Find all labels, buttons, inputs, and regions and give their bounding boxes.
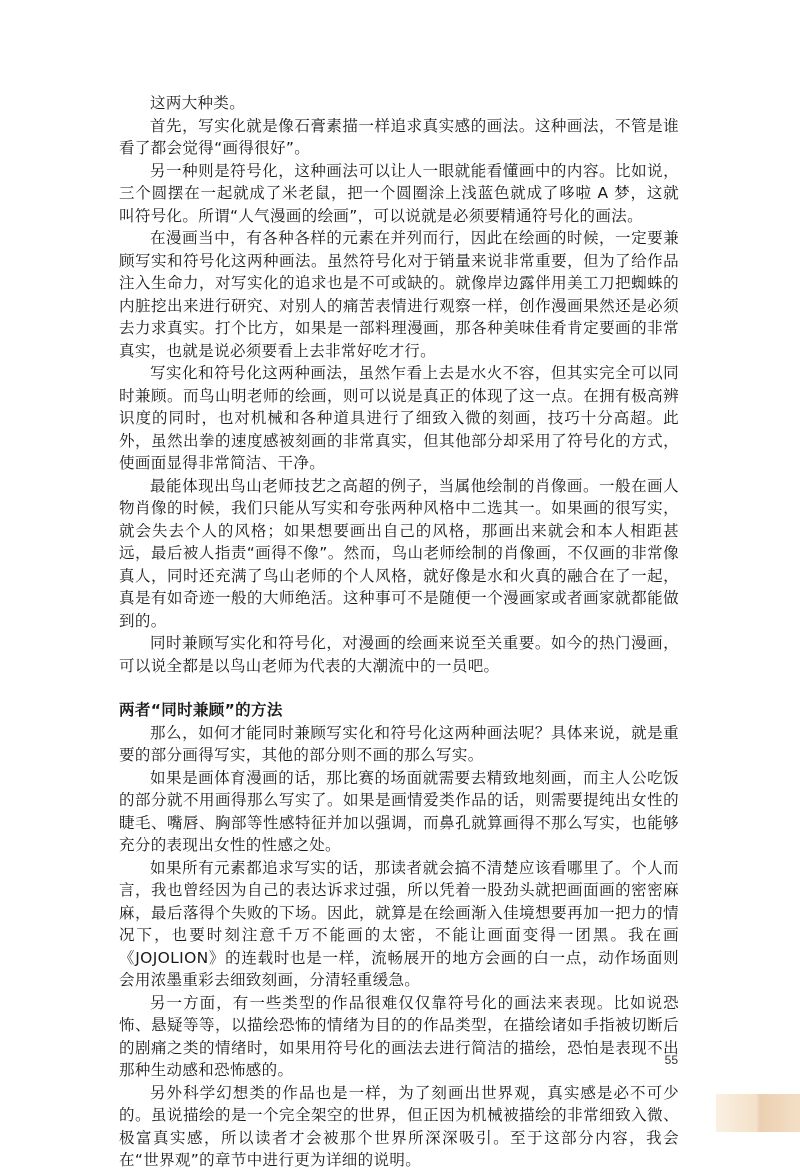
section-heading: 两者“同时兼顾”的方法	[119, 701, 283, 719]
paragraph: 在漫画当中，有各种各样的元素在并列而行，因此在绘画的时候，一定要兼顾写实和符号化这两种画法。虽然符号化对于销量来说非常重要，但为了给作品注入生命力，对写实化的追求也是不可或缺的。就像岸边露伴用美工刀把蜘蛛的内脏挖出来进行研究、对别人的痛苦表情进行观察一样，创作漫画果然还是必须去力求真实。打个比方，如果是一部料理漫画，那各种美味佳肴肯定要画的非常真实，也就是说必须要看上去非常好吃才行。	[119, 229, 679, 360]
paragraph: 最能体现出鸟山老师技艺之高超的例子，当属他绘制的肖像画。一般在画人物肖像的时候，我们只能从写实和夸张两种风格中二选其一。如果画的很写实，就会失去个人的风格；如果想要画出自己的风格，那画出来就会和本人相距甚远，最后被人指责“画得不像”。然而，鸟山老师绘制的肖像画，不仅画的非常像真人，同时还充满了鸟山老师的个人风格，就好像是水和火真的融合在了一起，真是有如奇迹一般的大师绝活。这种事可不是随便一个漫画家或者画家就都能做到的。	[119, 476, 679, 630]
paragraph: 如果是画体育漫画的话，那比赛的场面就需要去精致地刻画，而主人公吃饭的部分就不用画得那么写实了。如果是画情爱类作品的话，则需要提纯出女性的睫毛、嘴唇、胸部等性感特征并加以强调，而鼻孔就算画得不那么写实，也能够充分的表现出女性的性感之处。	[119, 768, 679, 854]
paragraph: 如果所有元素都追求写实的话，那读者就会搞不清楚应该看哪里了。个人而言，我也曾经因为自己的表达诉求过强，所以凭着一股劲头就把画面画的密密麻麻，最后落得个失败的下场。因此，就算是在绘画渐入佳境想要再加一把力的情况下，也要时刻注意千万不能画的太密，不能让画面变得一团黑。我在画《JOJOLION》的连载时也是一样，流畅展开的地方会画的白一点，动作场面则会用浓墨重彩去细致刻画，分清轻重缓急。	[119, 858, 679, 989]
paragraph: 同时兼顾写实化和符号化，对漫画的绘画来说至关重要。如今的热门漫画，可以说全都是以鸟山老师为代表的大潮流中的一员吧。	[119, 634, 679, 675]
paragraph: 另一方面，有一些类型的作品很难仅仅靠符号化的画法来表现。比如说恐怖、悬疑等等，以描绘恐怖的情绪为目的的作品类型，在描绘诸如手指被切断后的剧痛之类的情绪时，如果用符号化的画法去进行简洁的描绘，恐怕是表现不出那种生动感和恐怖感的。	[119, 993, 679, 1079]
paragraph: 另外科学幻想类的作品也是一样，为了刻画出世界观，真实感是必不可少的。虽说描绘的是一个完全架空的世界，但正因为机械被描绘的非常细致入微、极富真实感，所以读者才会被那个世界所深深吸引。至于这部分内容，我会在“世界观”的章节中进行更为详细的说明。	[119, 1083, 679, 1169]
paragraph: 这两大种类。	[150, 94, 246, 112]
paragraph: 写实化和符号化这两种画法，虽然乍看上去是水火不容，但其实完全可以同时兼顾。而鸟山明老师的绘画，则可以说是真正的体现了这一点。在拥有极高辨识度的同时，也对机械和各种道具进行了细致入微的刻画，技巧十分高超。此外，虽然出拳的速度感被刻画的非常真实，但其他部分却采用了符号化的方式，使画面显得非常简洁、干净。	[119, 364, 679, 472]
paragraph: 首先，写实化就是像石膏素描一样追求真实感的画法。这种画法，不管是谁看了都会觉得“画得很好”。	[119, 116, 679, 157]
paragraph: 另一种则是符号化，这种画法可以让人一眼就能看懂画中的内容。比如说，三个圆摆在一起就成了米老鼠，把一个圆圈涂上浅蓝色就成了哆啦 A 梦，这就叫符号化。所谓“人气漫画的绘画”，可以说就是必须要精通符号化的画法。	[119, 161, 679, 225]
paragraph: 那么，如何才能同时兼顾写实化和符号化这两种画法呢？具体来说，就是重要的部分画得写实，其他的部分则不画的那么写实。	[119, 723, 679, 764]
body-text	[119, 92, 679, 1172]
corner-color-band	[716, 1094, 800, 1132]
page-number: 55	[664, 1053, 678, 1067]
